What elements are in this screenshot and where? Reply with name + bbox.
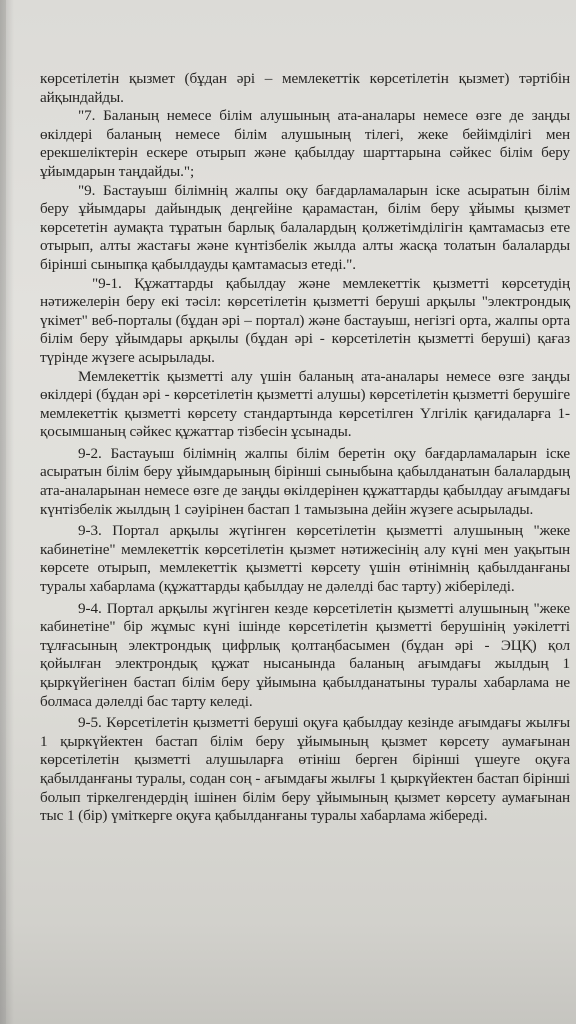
paragraph-9-4: 9-4. Портал арқылы жүгінген кезде көрсетілетін қызметті алушының "жеке кабинетіне" бір жұмыс күні ішінде көрсетілетін қызметті берушінің уәкілетті тұлғасының электрондық цифрлық қолтаңбасымен (бұдан әрі - ЭЦҚ) қол қойылған электрондық құжат нысанында баланың ағымдағы жылдың 1 қыркүйегінен бастап білім беру ұйымына қабылданатыны туралы хабарлама не болмаса дәлелді бас тарту келеді. bbox=[40, 599, 570, 710]
paragraph-9-1: "9-1. Құжаттарды қабылдау және мемлекеттік қызметті көрсетудің нәтижелерін беру екі тәсіл: көрсетілетін қызметті беруші арқылы "электрондық үкімет" веб-порталы (бұдан әрі – портал) және бастауыш, негізгі орта, жалпы орта білім беру ұйымдары арқылы (бұдан әрі - көрсетілетін қызметті беруші) қағаз түрінде жүзеге асырылады. bbox=[40, 274, 570, 366]
paragraph-state-service: Мемлекеттік қызметті алу үшін баланың ата-аналары немесе өзге заңды өкілдері (бұдан әрі - көрсетілетін қызметті алушы) көрсетілетін қызметті берушіге мемлекеттік қызметті көрсету стандартында көрсетілген Үлгілік қағидаларға 1-қосымшаның сәйкес құжаттар тізбесін ұсынады. bbox=[40, 367, 570, 441]
paper-sheet bbox=[6, 0, 576, 1024]
paragraph-9-3: 9-3. Портал арқылы жүгінген көрсетілетін қызметті алушының "жеке кабинетіне" мемлекеттік көрсетілетін қызмет нәтижесінің алу күні мен уақытын көрсете отырып, мемлекеттік қызметті көрсету үшін өтінімнің қабылданғаны туралы хабарлама (құжаттарды қабылдау не дәлелді бас тарту) жіберіледі. bbox=[40, 522, 570, 596]
paragraph-9: "9. Бастауыш білімнің жалпы оқу бағдарламаларын іске асыратын білім беру ұйымдары дайындық деңгейіне қарамастан, білім беру ұйымы қызмет көрсететін аумақта тұратын барлық балалардың қолжетімділігін қамтамасыз ете отырып, алты жастағы және күнтізбелік жылда алты жасқа толатын балаларды бірінші сыныпқа қабылдауды қамтамасыз етеді.". bbox=[40, 181, 570, 273]
paragraph-7: "7. Баланың немесе білім алушының ата-аналары немесе өзге де заңды өкілдері баланың немесе білім алушының тілегі, жеке бейімділігі мен ерекшеліктерін ескере отырып және қабылдау шарттарына сәйкес білім беру ұйымдарын таңдайды."; bbox=[40, 107, 570, 180]
paragraph-9-2: 9-2. Бастауыш білімнің жалпы білім беретін оқу бағдарламаларын іске асыратын білім беру ұйымдарының бірінші сыныбына қабылданатын балалардың ата-аналарынан немесе өзге де заңды өкілдерінен құжаттарды қабылдау ағымдағы күнтізбелік жылдың 1 сәуірінен бастап 1 тамызына дейін жүзеге асырылады. bbox=[40, 444, 570, 518]
paragraph-intro: көрсетілетін қызмет (бұдан әрі – мемлекеттік көрсетілетін қызмет) тәртібін айқындайды. bbox=[40, 70, 570, 106]
page-edge-shadow bbox=[0, 0, 14, 1024]
paragraph-9-5: 9-5. Көрсетілетін қызметті беруші оқуға қабылдау кезінде ағымдағы жылғы 1 қыркүйектен бастап білім беру ұйымының қызмет көрсету аумағынан көрсетілетін қызметті алушыларға өтініш берген бірінші үшеуге оқуға қабылданғаны туралы, содан соң - ағымдағы жылғы 1 қыркүйектен бастап бірінші болып тіркелгендердің ішінен білім беру ұйымының қызмет көрсету аумағынан тыс 1 (бір) үміткерге оқуға қабылданғаны туралы хабарлама жібереді. bbox=[40, 714, 570, 825]
document-body bbox=[40, 70, 570, 826]
